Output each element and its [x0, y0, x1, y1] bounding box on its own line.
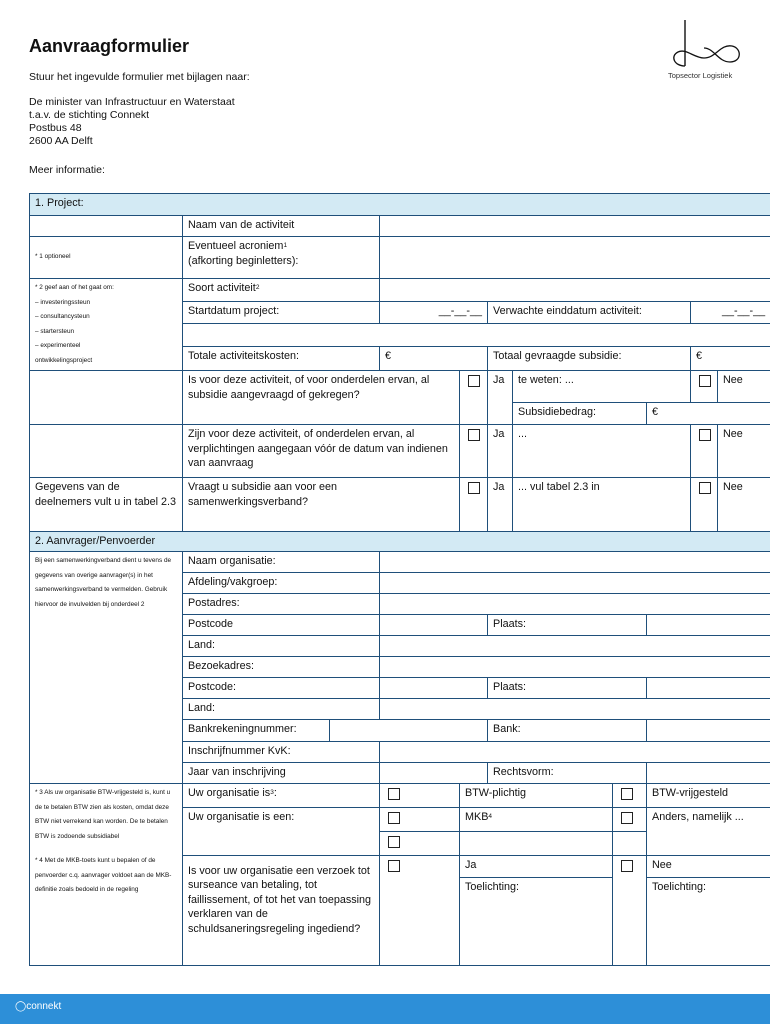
checkbox[interactable] [388, 860, 400, 872]
no-checkbox-cell[interactable] [691, 425, 718, 478]
yes-checkbox-cell[interactable] [380, 855, 460, 965]
org-name-field[interactable] [380, 552, 770, 573]
org-type-label: Uw organisatie is een: [183, 807, 380, 855]
total-subsidy-field[interactable]: € [691, 347, 770, 371]
end-date-field[interactable]: __-__-__ [691, 301, 770, 324]
subsidy-amount-field[interactable]: € [647, 403, 770, 425]
connekt-logo-icon: ◯ [15, 1001, 27, 1012]
department-field[interactable] [380, 573, 770, 594]
no-label: Nee [718, 478, 770, 532]
country-field[interactable] [380, 636, 770, 657]
city-field[interactable] [647, 615, 770, 636]
other-checkbox-cell[interactable] [613, 807, 647, 831]
checkbox[interactable] [621, 788, 633, 800]
send-to-text: Stuur het ingevulde formulier met bijlagen naar: [29, 71, 250, 83]
checkbox[interactable] [621, 812, 633, 824]
visit-address-field[interactable] [380, 657, 770, 678]
bank-account-field[interactable] [330, 720, 488, 742]
activity-name-field[interactable] [380, 216, 770, 237]
checkbox[interactable] [468, 429, 480, 441]
no-label: Nee [718, 425, 770, 478]
question-obligations: Zijn voor deze activiteit, of onderdelen ervan, al verplichtingen aangegaan vóór de datum van indienen van aanvraag [183, 425, 460, 478]
empty-cell [460, 831, 613, 855]
visit-address-label: Bezoekadres: [183, 657, 380, 678]
question-partnership: Vraagt u subsidie aan voor een samenwerkingsverband? [183, 478, 460, 532]
postcode-field[interactable] [380, 615, 488, 636]
checkbox[interactable] [388, 836, 400, 848]
empty-cell [613, 831, 647, 855]
yes-checkbox-cell[interactable] [460, 478, 488, 532]
country-label: Land: [183, 636, 380, 657]
note-vat: * 3 Als uw organisatie BTW-vrijgesteld is, kunt u de te betalen BTW zien als kosten, omdat deze BTW niet verrekend kan worden. De te betalen BTW is zodoende subsidiabel [35, 789, 171, 840]
city-label: Plaats: [488, 678, 647, 699]
city-label: Plaats: [488, 615, 647, 636]
note-cell [30, 216, 183, 237]
bank-label: Bank: [488, 720, 647, 742]
postal-address-field[interactable] [380, 594, 770, 615]
yes-label: Ja [488, 478, 513, 532]
vat-exempt-label: BTW-vrijgesteld [647, 784, 770, 808]
activity-name-label: Naam van de activiteit [183, 216, 380, 237]
total-subsidy-label: Totaal gevraagde subsidie: [488, 347, 691, 371]
bank-field[interactable] [647, 720, 770, 742]
explanation-no-field[interactable]: Toelichting: [647, 877, 770, 965]
blank-row [183, 324, 770, 347]
note-activity-type: * 2 geef aan of het gaat om: – investeringssteun – consultancysteun – startersteun – experimenteel ontwikkelingsproject [30, 279, 183, 371]
total-costs-label: Totale activiteitskosten: [183, 347, 380, 371]
postcode-label: Postcode [183, 615, 380, 636]
address-line: De minister van Infrastructuur en Waterstaat [29, 96, 235, 108]
other-label: Anders, namelijk ... [647, 807, 770, 855]
org-name-label: Naam organisatie: [183, 552, 380, 573]
address-line: Postbus 48 [29, 122, 82, 134]
yes-checkbox-cell[interactable] [460, 371, 488, 425]
note-optional: * 1 optioneel [30, 237, 183, 279]
explanation-yes-field[interactable]: Toelichting: [460, 877, 613, 965]
legal-form-field[interactable] [647, 763, 770, 784]
postcode-label: Postcode: [183, 678, 380, 699]
checkbox[interactable] [388, 788, 400, 800]
country-field[interactable] [380, 699, 770, 720]
address-line: 2600 AA Delft [29, 135, 93, 147]
no-checkbox-cell[interactable] [691, 478, 718, 532]
subsidy-amount-label: Subsidiebedrag: [513, 403, 647, 425]
no-checkbox-cell[interactable] [691, 371, 718, 403]
reg-year-label: Jaar van inschrijving [183, 763, 380, 784]
org-vat-label: Uw organisatie $is^3$: [183, 784, 380, 808]
more-info-text: Meer informatie: [29, 164, 105, 176]
sme-label: MKB$^4$ [460, 807, 613, 831]
note-cell [30, 371, 183, 425]
note-sme: * 4 Met de MKB-toets kunt u bepalen of de penvoerder c.q. aanvrager voldoet aan de MKB-definitie zoals bedoeld in de regeling [35, 857, 172, 893]
sme-checkbox-cell[interactable] [380, 807, 460, 831]
activity-type-label: Soort activiteit$^2$ [183, 279, 380, 302]
checkbox[interactable] [699, 482, 711, 494]
connekt-logo: ◯connekt [15, 1001, 62, 1012]
checkbox[interactable] [388, 812, 400, 824]
vat-exempt-checkbox-cell[interactable] [613, 784, 647, 808]
address-block [29, 96, 235, 148]
bank-account-label: Bankrekeningnummer: [183, 720, 330, 742]
legal-form-label: Rechtsvorm: [488, 763, 647, 784]
question-subsidy-received: Is voor deze activiteit, of voor onderdelen ervan, al subsidie aangevraagd of gekregen? [183, 371, 460, 425]
postal-address-label: Postadres: [183, 594, 380, 615]
start-date-label: Startdatum project: [183, 301, 380, 324]
acronym-label: Eventueel acroniem$^1$ (afkorting beginletters): [183, 237, 380, 279]
department-label: Afdeling/vakgroep: [183, 573, 380, 594]
city-field[interactable] [647, 678, 770, 699]
vat-liable-checkbox-cell[interactable] [380, 784, 460, 808]
checkbox[interactable] [468, 482, 480, 494]
checkbox[interactable] [621, 860, 633, 872]
yes-label: Ja [488, 371, 513, 425]
fill-table-text: ... vul tabel 2.3 in [513, 478, 691, 532]
namely-field[interactable]: te weten: ... [513, 371, 691, 403]
kvk-field[interactable] [380, 742, 770, 763]
acronym-field[interactable] [380, 237, 770, 279]
footer-bar [0, 994, 770, 1024]
yes-checkbox-cell[interactable] [460, 425, 488, 478]
yes-label: Ja [488, 425, 513, 478]
no-checkbox-cell[interactable] [613, 855, 647, 965]
note-cell [30, 425, 183, 478]
activity-type-field[interactable] [380, 279, 770, 302]
extra-checkbox-cell[interactable] [380, 831, 460, 855]
page-title: Aanvraagformulier [29, 36, 190, 56]
reg-year-field[interactable] [380, 763, 488, 784]
yes-label: Ja [460, 855, 613, 877]
logo-text: Topsector Logistiek [668, 71, 733, 80]
section-1-heading: 1. Project: [30, 194, 770, 216]
address-line: t.a.v. de stichting Connekt [29, 109, 150, 121]
no-label: Nee [718, 371, 770, 403]
kvk-label: Inschrijfnummer KvK: [183, 742, 380, 763]
section-2-heading: 2. Aanvrager/Penvoerder [30, 532, 770, 552]
total-costs-field[interactable]: € [380, 347, 488, 371]
no-label: Nee [647, 855, 770, 877]
checkbox[interactable] [699, 429, 711, 441]
end-date-label: Verwachte einddatum activiteit: [488, 301, 691, 324]
postcode-field[interactable] [380, 678, 488, 699]
application-form-table [29, 193, 770, 966]
notes-vat-sme [30, 784, 183, 966]
note-participants: Gegevens van de deelnemers vult u in tabel 2.3 [30, 478, 183, 532]
start-date-field[interactable]: __-__-__ [380, 301, 488, 324]
obligations-field[interactable]: ... [513, 425, 691, 478]
country-label: Land: [183, 699, 380, 720]
vat-liable-label: BTW-plichtig [460, 784, 613, 808]
checkbox[interactable] [699, 375, 711, 387]
question-bankruptcy: Is voor uw organisatie een verzoek tot surseance van betaling, tot faillissement, of tot het van toepassing verklaren van de schuldsaneringsregeling ingediend? [183, 855, 380, 965]
note-partnership: Bij een samenwerkingverband dient u tevens de gegevens van overige aanvrager(s) in het samenwerkingsverband te vermelden. Gebruik hiervoor de invulvelden bij onderdeel 2 [30, 552, 183, 784]
checkbox[interactable] [468, 375, 480, 387]
